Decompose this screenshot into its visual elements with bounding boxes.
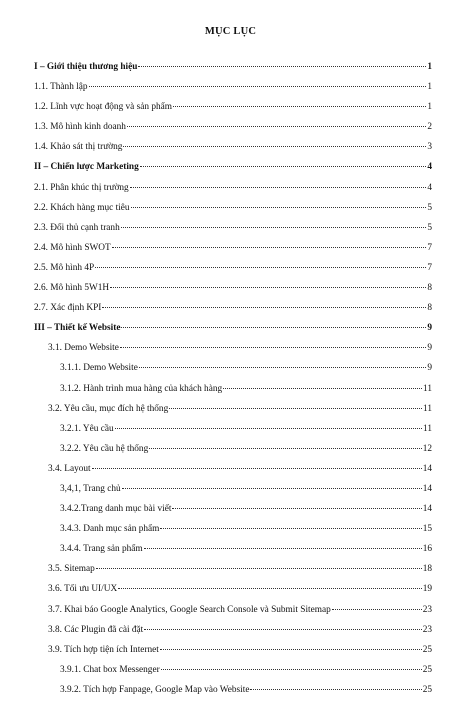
- toc-entry[interactable]: [34, 263, 432, 283]
- toc-entry[interactable]: [34, 665, 432, 685]
- toc-entry-label: 2.6. Mô hình 5W1H: [34, 283, 110, 294]
- toc-entry-page-number: 14: [422, 463, 432, 474]
- toc-entry-page-number: 1: [427, 82, 432, 93]
- toc-entry-page-number: 14: [422, 483, 432, 494]
- toc-entry-label: 1.3. Mô hình kinh doanh: [34, 122, 126, 133]
- toc-dot-leader: [173, 106, 426, 107]
- toc-dot-leader: [144, 548, 422, 549]
- toc-entry-page-number: 9: [427, 343, 432, 354]
- toc-entry-label: 3.2.1. Yêu cầu: [60, 423, 114, 434]
- toc-entry-page-number: 9: [427, 363, 432, 374]
- toc-dot-leader: [149, 448, 421, 449]
- toc-entry-label: 2.3. Đối thủ cạnh tranh: [34, 222, 120, 233]
- toc-dot-leader: [138, 66, 426, 67]
- toc-entry-label: 3.5. Sitemap: [48, 564, 95, 575]
- toc-dot-leader: [120, 347, 426, 348]
- toc-dot-leader: [160, 649, 422, 650]
- toc-entry-label: 3.8. Các Plugin đã cài đặt: [48, 624, 144, 635]
- toc-entry-page-number: 12: [422, 443, 432, 454]
- toc-dot-leader: [127, 126, 426, 127]
- toc-dot-leader: [139, 367, 427, 368]
- toc-dot-leader: [92, 468, 422, 469]
- toc-entry[interactable]: [34, 343, 432, 363]
- toc-dot-leader: [131, 207, 427, 208]
- toc-entry[interactable]: [34, 484, 432, 504]
- toc-entry-page-number: 8: [427, 283, 432, 294]
- toc-entry[interactable]: [34, 243, 432, 263]
- toc-entry[interactable]: [34, 584, 432, 604]
- toc-entry[interactable]: [34, 223, 432, 243]
- toc-entry-page-number: 1: [427, 62, 432, 72]
- toc-entry-page-number: 23: [422, 624, 432, 635]
- toc-entry-label: 1.1. Thành lập: [34, 82, 88, 93]
- toc-dot-leader: [112, 247, 427, 248]
- toc-entry-label: 3.1. Demo Website: [48, 343, 119, 354]
- toc-entry-label: I – Giới thiệu thương hiệu: [34, 62, 138, 72]
- toc-dot-leader: [123, 146, 426, 147]
- toc-dot-leader: [96, 568, 422, 569]
- toc-entry[interactable]: [34, 625, 432, 645]
- toc-entry[interactable]: [34, 82, 432, 102]
- toc-dot-leader: [160, 528, 421, 529]
- toc-entry-label: 3,4,1, Trang chủ: [60, 483, 121, 494]
- toc-entry-page-number: 25: [422, 664, 432, 675]
- toc-entry-label: 1.4. Khảo sát thị trường: [34, 142, 123, 153]
- toc-entry-label: 3.1.1. Demo Website: [60, 363, 138, 374]
- toc-dot-leader: [140, 166, 427, 167]
- toc-entry-label: 3.6. Tối ưu UI/UX: [48, 584, 118, 595]
- toc-dot-leader: [102, 307, 426, 308]
- toc-entry[interactable]: [34, 424, 432, 444]
- toc-entry-label: III – Thiết kế Website: [34, 323, 121, 334]
- toc-dot-leader: [95, 267, 426, 268]
- toc-entry-label: 2.7. Xác định KPI: [34, 303, 102, 314]
- toc-dot-leader: [115, 428, 422, 429]
- toc-entry-label: 2.4. Mô hình SWOT: [34, 242, 111, 253]
- toc-entry-label: 3.1.2. Hành trình mua hàng của khách hàng: [60, 383, 223, 394]
- toc-entry-page-number: 14: [422, 504, 432, 515]
- toc-entry[interactable]: [34, 544, 432, 564]
- toc-entry[interactable]: [34, 283, 432, 303]
- toc-entry-label: 2.2. Khách hàng mục tiêu: [34, 202, 130, 213]
- toc-dot-leader: [118, 588, 422, 589]
- toc-entry[interactable]: [34, 645, 432, 665]
- toc-dot-leader: [172, 508, 421, 509]
- toc-dot-leader: [161, 669, 422, 670]
- toc-dot-leader: [110, 287, 426, 288]
- toc-entry-label: 3.4.3. Danh mục sản phẩm: [60, 524, 160, 535]
- toc-entry[interactable]: [34, 162, 432, 182]
- toc-entry[interactable]: [34, 504, 432, 524]
- toc-entry[interactable]: [34, 605, 432, 625]
- toc-entry-page-number: 1: [427, 102, 432, 113]
- toc-entry-page-number: 25: [422, 684, 432, 695]
- toc-entry[interactable]: [34, 62, 432, 82]
- toc-dot-leader: [130, 187, 427, 188]
- toc-entry[interactable]: [34, 142, 432, 162]
- toc-entry-page-number: 11: [423, 403, 432, 414]
- toc-entry-page-number: 16: [422, 544, 432, 555]
- toc-dot-leader: [223, 388, 422, 389]
- toc-dot-leader: [332, 609, 422, 610]
- toc-entry[interactable]: [34, 183, 432, 203]
- toc-entry-page-number: 4: [427, 162, 432, 173]
- toc-entry-page-number: 25: [422, 644, 432, 655]
- toc-entry-page-number: 18: [422, 564, 432, 575]
- toc-entry[interactable]: [34, 384, 432, 404]
- toc-entry[interactable]: [34, 122, 432, 142]
- toc-entry[interactable]: [34, 102, 432, 122]
- toc-entry-label: II – Chiến lược Marketing: [34, 162, 139, 173]
- toc-entry[interactable]: [34, 323, 432, 343]
- toc-entry-page-number: 11: [423, 423, 432, 434]
- toc-entry-label: 1.2. Lĩnh vực hoạt động và sản phẩm: [34, 102, 173, 113]
- toc-entry[interactable]: [34, 363, 432, 383]
- toc-entry-page-number: 7: [427, 262, 432, 273]
- toc-entry[interactable]: [34, 303, 432, 323]
- toc-entry-label: 2.1. Phân khúc thị trường: [34, 182, 129, 193]
- toc-entry-label: 3.4. Layout: [48, 463, 91, 474]
- toc-entry-page-number: 7: [427, 242, 432, 253]
- toc-entry-label: 3.9. Tích hợp tiện ích Internet: [48, 644, 159, 655]
- toc-dot-leader: [121, 327, 426, 328]
- toc-entry[interactable]: [34, 203, 432, 223]
- toc-entry-page-number: 4: [427, 182, 432, 193]
- toc-entry[interactable]: [34, 685, 432, 705]
- toc-entry[interactable]: [34, 464, 432, 484]
- toc-entry-page-number: 19: [422, 584, 432, 595]
- toc-entry-page-number: 23: [422, 604, 432, 615]
- toc-entry[interactable]: [34, 444, 432, 464]
- toc-entry-label: 2.5. Mô hình 4P: [34, 262, 95, 273]
- toc-entry-label: 3.2.2. Yêu cầu hệ thống: [60, 443, 149, 454]
- toc-entry-label: 3.4.4. Trang sản phẩm: [60, 544, 143, 555]
- toc-dot-leader: [121, 227, 427, 228]
- toc-entry-page-number: 11: [423, 383, 432, 394]
- toc-entry[interactable]: [34, 404, 432, 424]
- toc-entry-page-number: 15: [422, 524, 432, 535]
- toc-entry-page-number: 2: [427, 122, 432, 133]
- toc-entry[interactable]: [34, 524, 432, 544]
- toc-dot-leader: [122, 488, 422, 489]
- toc-entry[interactable]: [34, 564, 432, 584]
- table-of-contents: [34, 62, 432, 705]
- toc-entry-page-number: 9: [427, 323, 432, 334]
- toc-entry-page-number: 8: [427, 303, 432, 314]
- toc-dot-leader: [169, 408, 422, 409]
- toc-entry-label: 3.2. Yêu cầu, mục đích hệ thống: [48, 403, 169, 414]
- toc-dot-leader: [144, 629, 421, 630]
- toc-dot-leader: [89, 86, 427, 87]
- toc-entry-label: 3.7. Khai báo Google Analytics, Google Search Console và Submit Sitemap: [48, 604, 331, 615]
- toc-entry-page-number: 3: [427, 142, 432, 153]
- toc-title: MỤC LỤC: [204, 26, 257, 37]
- toc-dot-leader: [250, 689, 421, 690]
- toc-entry-page-number: 5: [427, 222, 432, 233]
- toc-entry-label: 3.4.2.Trang danh mục bài viết: [60, 504, 172, 515]
- toc-entry-page-number: 5: [427, 202, 432, 213]
- toc-entry-label: 3.9.1. Chat box Messenger: [60, 664, 160, 675]
- toc-entry-label: 3.9.2. Tích hợp Fanpage, Google Map vào Website: [60, 684, 250, 695]
